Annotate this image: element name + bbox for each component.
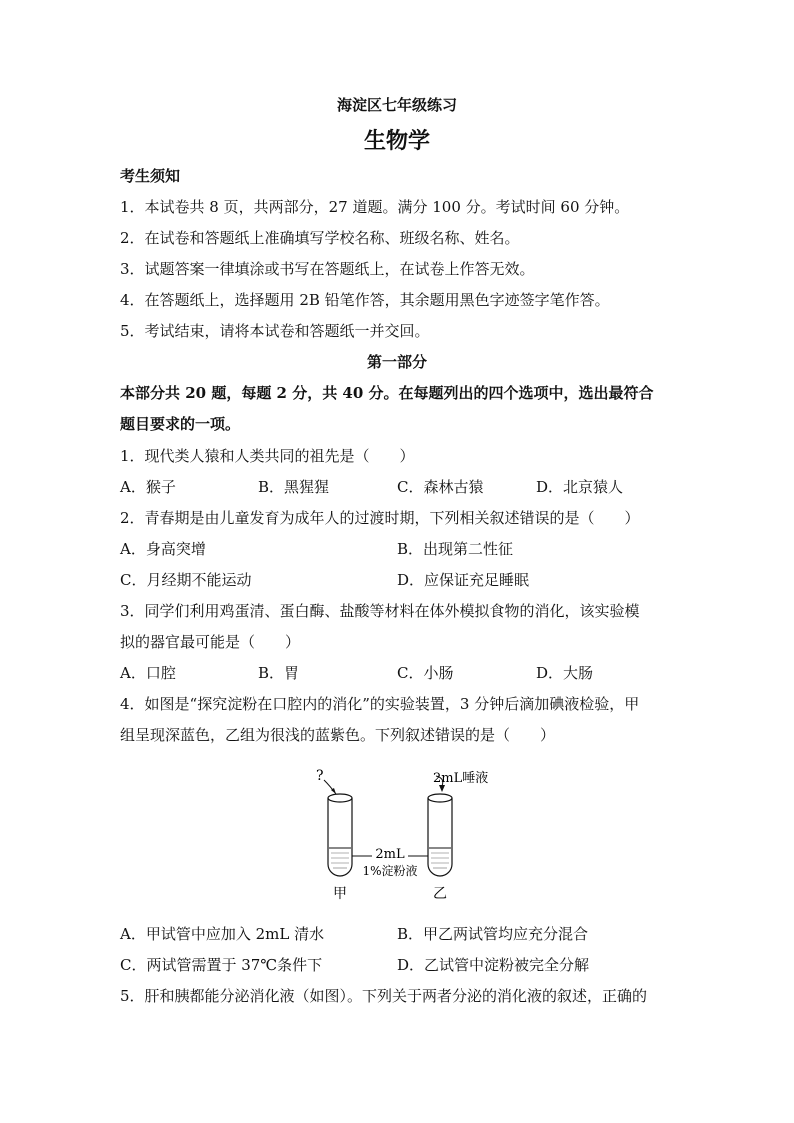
part1-instructions-line1: 本部分共 20 题，每题 2 分，共 40 分。在每题列出的四个选项中，选出最符合: [120, 384, 654, 402]
question-4-stem-line2: 组呈现深蓝色，乙组为很浅的蓝紫色。下列叙述错误的是（ ）: [120, 726, 556, 744]
question-2-option-c: C．月经期不能运动: [120, 571, 252, 589]
question-3-stem-line1: 3．同学们利用鸡蛋清、蛋白酶、盐酸等材料在体外模拟食物的消化，该实验模: [120, 602, 640, 620]
notice-item-4: 4．在答题纸上，选择题用 2B 铅笔作答，其余题用黑色字迹签字笔作答。: [120, 291, 610, 309]
question-3-option-b: B．胃: [258, 664, 300, 682]
notice-heading: 考生须知: [120, 167, 181, 185]
district-title: 海淀区七年级练习: [336, 96, 457, 114]
notice-item-3: 3．试题答案一律填涂或书写在答题纸上，在试卷上作答无效。: [120, 260, 535, 278]
question-3-option-a: A．口腔: [120, 664, 176, 682]
notice-item-2: 2．在试卷和答题纸上准确填写学校名称、班级名称、姓名。: [120, 229, 520, 247]
question-4-option-d: D．乙试管中淀粉被完全分解: [397, 956, 590, 974]
notice-item-5: 5．考试结束，请将本试卷和答题纸一并交回。: [120, 322, 430, 340]
question-2-option-d: D．应保证充足睡眠: [397, 571, 530, 589]
question-1-option-a: A．猴子: [120, 478, 176, 496]
question-4-stem-line1: 4．如图是“探究淀粉在口腔内的消化”的实验装置，3 分钟后滴加碘液检验，甲: [120, 695, 640, 713]
question-4-option-b: B．甲乙两试管均应充分混合: [397, 925, 589, 943]
question-1-option-d: D．北京猿人: [536, 478, 624, 496]
starch-amount-label: 2mL: [375, 847, 405, 862]
tube-right-label: 乙: [433, 886, 447, 902]
tube-right: [428, 794, 452, 876]
tube-left: [328, 794, 352, 876]
question-2-option-b: B．出现第二性征: [397, 540, 514, 558]
question-3-stem-line2: 拟的器官最可能是（ ）: [120, 633, 301, 651]
tube-left-label: 甲: [333, 886, 347, 902]
part1-heading: 第一部分: [366, 353, 427, 371]
part1-instructions-line2: 题目要求的一项。: [120, 415, 241, 433]
question-5-stem: 5．肝和胰都能分泌消化液（如图）。下列关于两者分泌的消化液的叙述，正确的: [120, 987, 648, 1005]
question-4-option-a: A．甲试管中应加入 2mL 清水: [120, 925, 325, 943]
subject-title: 生物学: [363, 128, 430, 154]
question-3-option-c: C．小肠: [397, 664, 454, 682]
question-2-option-a: A．身高突增: [120, 540, 206, 558]
question-2-stem: 2．青春期是由儿童发育为成年人的过渡时期，下列相关叙述错误的是（ ）: [120, 509, 640, 527]
question-mark-label: ?: [316, 768, 324, 784]
question-3-option-d: D．大肠: [536, 664, 594, 682]
saliva-label: 2mL唾液: [433, 771, 489, 786]
test-tube-figure: [296, 760, 556, 910]
question-1-stem: 1．现代类人猿和人类共同的祖先是（ ）: [120, 447, 415, 465]
question-4-option-c: C．两试管需置于 37℃条件下: [120, 956, 323, 974]
starch-solution-label: 1%淀粉液: [362, 864, 418, 878]
question-1-option-c: C．森林古猿: [397, 478, 484, 496]
question-1-option-b: B．黑猩猩: [258, 478, 330, 496]
notice-item-1: 1．本试卷共 8 页，共两部分，27 道题。满分 100 分。考试时间 60 分钟。: [120, 198, 630, 216]
